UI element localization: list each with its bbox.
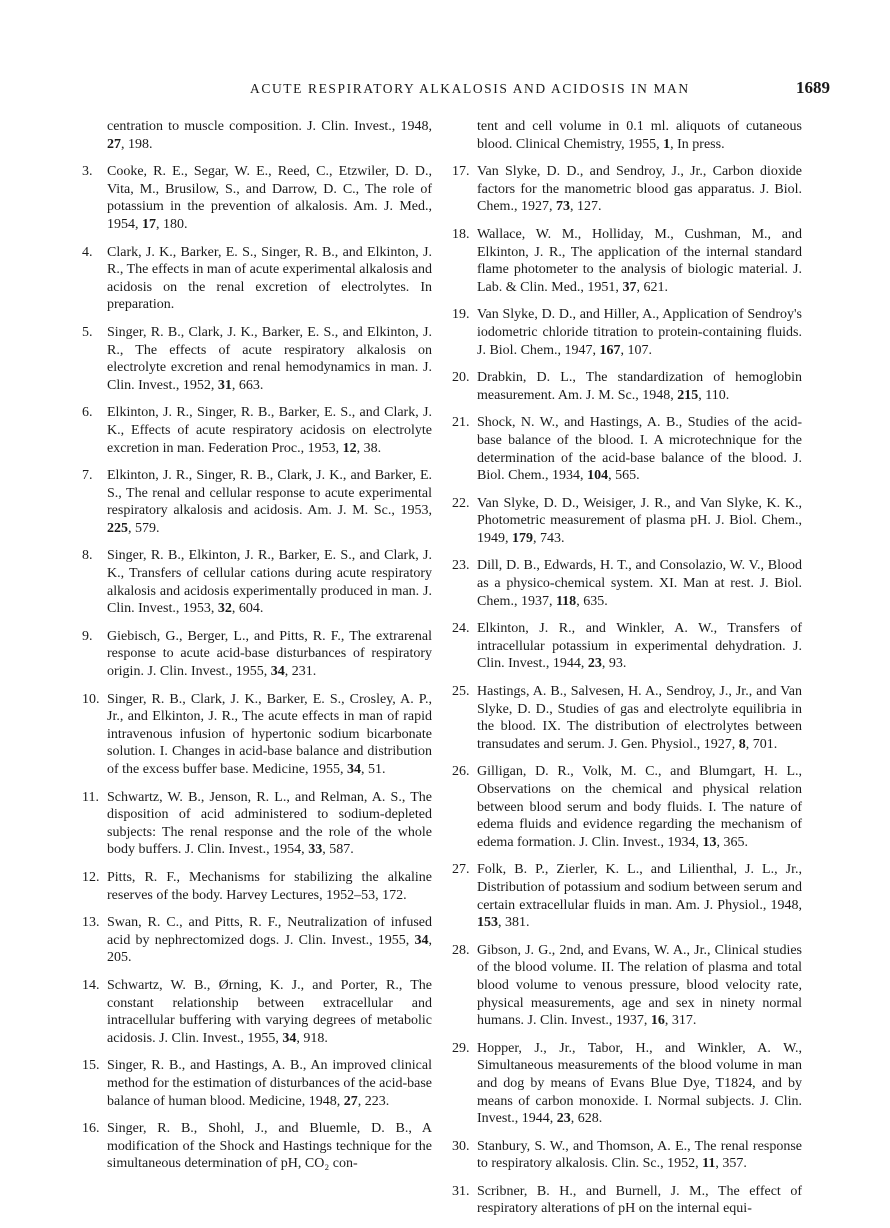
reference-text: tent and cell volume in 0.1 ml. aliquots of cutaneous blood. Clinical Chemistry, 1955, xyxy=(477,119,802,152)
reference-pages: , 635. xyxy=(576,593,608,609)
reference-entry xyxy=(82,789,432,859)
reference-text: Hopper, J., Jr., Tabor, H., and Winkler, A. W., Simultaneous measurements of the blood volume in man and dog by means of Evans Blue Dye, T1824, and by means of carbon monoxide. I. Normal subjects. J. Clin. Invest., 1944, xyxy=(477,1040,802,1127)
reference-text: Pitts, R. F., Mechanisms for stabilizing the alkaline reserves of the body. Harvey Lectures, 1952–53, 172. xyxy=(107,869,432,903)
reference-number: 31. xyxy=(452,1183,470,1199)
reference-volume: 12 xyxy=(342,440,357,456)
reference-entry xyxy=(82,244,432,314)
reference-volume: 16 xyxy=(650,1013,665,1029)
reference-pages: , 565. xyxy=(608,468,640,484)
reference-continuation xyxy=(452,118,802,153)
reference-number: 8. xyxy=(82,548,93,564)
reference-number: 22. xyxy=(452,495,470,511)
reference-number: 26. xyxy=(452,764,470,780)
reference-entry xyxy=(82,1120,432,1173)
references-right-column xyxy=(452,118,802,1228)
reference-entry xyxy=(82,467,432,537)
reference-pages: , 604. xyxy=(231,601,264,617)
reference-number: 15. xyxy=(82,1058,100,1074)
reference-entry xyxy=(452,557,802,610)
reference-volume: 13 xyxy=(702,834,717,850)
reference-number: 27. xyxy=(452,862,470,878)
reference-entry xyxy=(452,763,802,851)
reference-number: 12. xyxy=(82,869,100,885)
reference-text: Dill, D. B., Edwards, H. T., and Consolazio, W. V., Blood as a physico-chemical system. XI. Man at rest. J. Biol. Chem., 1937, xyxy=(477,558,802,609)
reference-text: Singer, R. B., Elkinton, J. R., Barker, E. S., and Clark, J. K., Transfers of cellular cations during acute respiratory alkalosis and acidosis experimentally produced in man. J. Clin. Invest., 1953, xyxy=(107,548,432,617)
reference-text: centration to muscle composition. J. Clin. Invest., 1948, xyxy=(107,119,432,134)
page-number: 1689 xyxy=(796,78,830,97)
reference-text: Elkinton, J. R., Singer, R. B., Barker, E. S., and Clark, J. K., Effects of acute respiratory acidosis on electrolyte excretion in man. Federation Proc., 1953, xyxy=(107,405,432,456)
reference-text: Giebisch, G., Berger, L., and Pitts, R. F., The extrarenal response to acute acid-base disturbances of respiratory origin. J. Clin. Invest., 1955, xyxy=(107,628,432,680)
reference-text: Scribner, B. H., and Burnell, J. M., The effect of respiratory alterations of pH on the internal equi- xyxy=(477,1183,802,1217)
reference-number: 30. xyxy=(452,1138,470,1154)
reference-entry xyxy=(82,1057,432,1110)
reference-text: Shock, N. W., and Hastings, A. B., Studies of the acid-base balance of the blood. I. A microtechnique for the determination of the acid-base balance of the blood. J. Biol. Chem., 1934, xyxy=(477,415,802,484)
reference-pages: , 205. xyxy=(107,932,432,966)
reference-entry xyxy=(452,1138,802,1173)
reference-pages: , 365. xyxy=(716,834,749,850)
reference-volume: 118 xyxy=(555,593,577,609)
running-title: ACUTE RESPIRATORY ALKALOSIS AND ACIDOSIS IN MAN xyxy=(250,81,690,96)
reference-entry xyxy=(452,942,802,1030)
reference-entry xyxy=(82,163,432,233)
reference-text: Gibson, J. G., 2nd, and Evans, W. A., Jr., Clinical studies of the blood volume. II. The relation of plasma and total blood volume to venous pressure, blood velocity rate, physical measurements, age and sex in ninety normal humans. J. Clin. Invest., 1937, xyxy=(477,942,802,1029)
reference-pages: , 93. xyxy=(601,656,627,672)
reference-volume: 153 xyxy=(477,915,498,931)
reference-text: Gilligan, D. R., Volk, M. C., and Blumgart, H. L., Observations on the chemical and physical relation between blood serum and body fluids. I. The nature of edema fluids and evidence regarding the mechanism of edema formation. J. Clin. Invest., 1934, xyxy=(477,764,802,850)
reference-pages: , 51. xyxy=(361,762,386,777)
reference-volume: 31 xyxy=(217,377,232,393)
reference-entry xyxy=(82,914,432,967)
reference-pages: , 110. xyxy=(698,387,730,403)
reference-volume: 17 xyxy=(142,216,156,232)
reference-volume: 34 xyxy=(414,932,429,948)
reference-number: 10. xyxy=(82,691,100,707)
reference-pages: , 381. xyxy=(498,915,530,931)
reference-text: Folk, B. P., Zierler, K. L., and Lilienthal, J. L., Jr., Distribution of potassium and sodium between serum and certain extracellular fluids in man. Am. J. Physiol., 1948, xyxy=(477,862,802,913)
reference-number: 23. xyxy=(452,558,470,574)
reference-pages: , 621. xyxy=(636,279,668,295)
reference-entry xyxy=(452,226,802,296)
reference-volume: 23 xyxy=(587,656,602,672)
reference-entry xyxy=(452,620,802,673)
reference-volume: 34 xyxy=(282,1030,297,1046)
reference-volume: 27 xyxy=(343,1093,358,1109)
reference-text: Singer, R. B., Clark, J. K., Barker, E. S., and Elkinton, J. R., The effects of acute respiratory alkalosis on electrolyte excretion and renal hemodynamics in man. J. Clin. Invest., 1952, xyxy=(107,324,432,393)
reference-number: 20. xyxy=(452,370,470,386)
reference-entry xyxy=(452,1040,802,1128)
reference-text: Singer, R. B., Shohl, J., and Bluemle, D. B., A modification of the Shock and Hastings technique for the simultaneous determination of pH, CO₂ con- xyxy=(107,1121,432,1172)
reference-entry xyxy=(452,306,802,359)
reference-entry xyxy=(452,414,802,484)
reference-text: Drabkin, D. L., The standardization of hemoglobin measurement. Am. J. M. Sc., 1948, xyxy=(477,370,802,403)
reference-pages: , 180. xyxy=(156,216,188,232)
reference-text: Singer, R. B., and Hastings, A. B., An improved clinical method for the estimation of disturbances of the acid-base balance of human blood. Medicine, 1948, xyxy=(107,1058,433,1109)
reference-pages: , 231. xyxy=(284,664,317,680)
reference-number: 25. xyxy=(452,684,470,700)
reference-volume: 179 xyxy=(512,530,533,546)
reference-text: Van Slyke, D. D., Weisiger, J. R., and Van Slyke, K. K., Photometric measurement of plasma pH. J. Biol. Chem., 1949, xyxy=(477,495,802,546)
reference-entry xyxy=(452,1183,802,1218)
reference-number: 9. xyxy=(82,628,93,644)
reference-text: Wallace, W. M., Holliday, M., Cushman, M., and Elkinton, J. R., The application of the internal standard flame photometer to the analysis of biologic material. J. Lab. & Clin. Med., 1951, xyxy=(477,226,802,295)
reference-entry xyxy=(452,861,802,931)
reference-continuation xyxy=(82,118,432,153)
reference-pages: , 38. xyxy=(356,440,382,456)
page-header xyxy=(100,78,830,102)
reference-text: Schwartz, W. B., Jenson, R. L., and Relman, A. S., The disposition of acid administered to sodium-depleted subjects: The renal response and the role of the whole body buffers. J. Clin. Invest., 1954, xyxy=(107,789,432,858)
reference-entry xyxy=(82,324,432,394)
reference-pages: , 127. xyxy=(569,199,602,215)
reference-volume: 11 xyxy=(702,1156,716,1172)
reference-pages: , 317. xyxy=(664,1013,697,1029)
reference-volume: 32 xyxy=(217,601,232,617)
reference-volume: 1 xyxy=(663,136,671,152)
reference-pages: , 663. xyxy=(231,377,264,393)
references-left-column xyxy=(82,118,432,1183)
reference-volume: 27 xyxy=(107,136,121,152)
reference-volume: 23 xyxy=(556,1111,571,1127)
reference-number: 4. xyxy=(82,244,93,260)
reference-pages: , 579. xyxy=(128,520,160,536)
reference-number: 13. xyxy=(82,915,100,931)
reference-number: 17. xyxy=(452,164,470,180)
reference-number: 3. xyxy=(82,164,93,180)
reference-pages: , 628. xyxy=(570,1111,603,1127)
reference-text: Elkinton, J. R., Singer, R. B., Clark, J. K., and Barker, E. S., The renal and cellular response to acute experimental respiratory alkalosis and acidosis. Am. J. M. Sc., 1953, xyxy=(107,468,432,519)
reference-volume: 167 xyxy=(599,342,621,358)
reference-text: Elkinton, J. R., and Winkler, A. W., Transfers of intracellular potassium in experimental dehydration. J. Clin. Invest., 1944, xyxy=(477,621,802,672)
reference-pages: , 743. xyxy=(533,530,565,546)
reference-number: 19. xyxy=(452,307,470,323)
reference-number: 24. xyxy=(452,621,470,637)
reference-number: 11. xyxy=(82,789,99,805)
reference-volume: 34 xyxy=(347,762,361,777)
reference-pages: , 918. xyxy=(296,1030,328,1046)
reference-volume: 8 xyxy=(738,736,746,752)
reference-pages: , 198. xyxy=(121,136,153,152)
reference-entry xyxy=(82,977,432,1047)
reference-text: Schwartz, W. B., Ørning, K. J., and Porter, R., The constant relationship between extracellular and intracellular buffering with varying degrees of metabolic acidosis. J. Clin. Invest., 1955, xyxy=(107,977,432,1046)
reference-text: Cooke, R. E., Segar, W. E., Reed, C., Etzwiler, D. D., Vita, M., Brusilow, S., and Darrow, D. C., The role of potassium in the prevention of alkalosis. Am. J. Med., 1954, xyxy=(107,164,432,232)
reference-volume: 104 xyxy=(587,468,609,484)
reference-number: 28. xyxy=(452,942,470,958)
reference-volume: 225 xyxy=(107,520,128,536)
reference-pages: , 587. xyxy=(322,842,354,858)
reference-text: Swan, R. C., and Pitts, R. F., Neutralization of infused acid by nephrectomized dogs. J. Clin. Invest., 1955, xyxy=(107,915,432,948)
reference-entry xyxy=(82,547,432,617)
reference-number: 7. xyxy=(82,468,93,484)
reference-text: Van Slyke, D. D., and Hiller, A., Application of Sendroy's iodometric chloride titration to protein-containing fluids. J. Biol. Chem., 1947, xyxy=(477,307,802,358)
reference-number: 5. xyxy=(82,324,93,340)
reference-pages: , 223. xyxy=(357,1093,390,1109)
reference-number: 16. xyxy=(82,1121,100,1137)
reference-number: 14. xyxy=(82,977,100,993)
reference-volume: 73 xyxy=(555,199,570,215)
reference-entry xyxy=(452,163,802,216)
reference-text: Stanbury, S. W., and Thomson, A. E., The renal response to respiratory alkalosis. Clin. Sc., 1952, xyxy=(477,1138,802,1172)
reference-text: Singer, R. B., Clark, J. K., Barker, E. S., Crosley, A. P., Jr., and Elkinton, J. R., The acute effects in man of rapid intravenous infusion of hypertonic sodium bicarbonate solution. I. Changes in acid-base balance and distribution of the excess buffer base. Medicine, 1955, xyxy=(107,691,432,777)
reference-entry xyxy=(82,691,432,779)
reference-text: Van Slyke, D. D., and Sendroy, J., Jr., Carbon dioxide factors for the manometric blood gas apparatus. J. Biol. Chem., 1927, xyxy=(477,164,802,215)
reference-entry xyxy=(452,495,802,548)
reference-entry xyxy=(82,628,432,681)
reference-pages: , 107. xyxy=(620,342,653,358)
reference-number: 21. xyxy=(452,415,470,431)
reference-pages: , 357. xyxy=(715,1156,747,1172)
reference-volume: 37 xyxy=(622,279,637,295)
reference-volume: 215 xyxy=(677,387,699,403)
reference-number: 18. xyxy=(452,226,470,242)
reference-volume: 34 xyxy=(270,664,285,680)
reference-pages: , 701. xyxy=(745,736,778,752)
reference-entry xyxy=(452,683,802,753)
reference-text: Hastings, A. B., Salvesen, H. A., Sendroy, J., Jr., and Van Slyke, D. D., Studies of gas and electrolyte equilibria in the blood. IX. The distribution of electrolytes between transudates and serum. J. Gen. Physiol., 1927, xyxy=(477,684,802,752)
reference-number: 29. xyxy=(452,1040,470,1056)
reference-volume: 33 xyxy=(308,842,323,858)
reference-number: 6. xyxy=(82,405,93,421)
reference-pages: , In press. xyxy=(670,136,725,152)
reference-entry xyxy=(82,869,432,904)
reference-entry xyxy=(452,369,802,404)
reference-text: Clark, J. K., Barker, E. S., Singer, R. B., and Elkinton, J. R., The effects in man of acute experimental alkalosis and acidosis on the renal excretion of electrolytes. In preparation. xyxy=(107,244,432,313)
reference-entry xyxy=(82,404,432,457)
